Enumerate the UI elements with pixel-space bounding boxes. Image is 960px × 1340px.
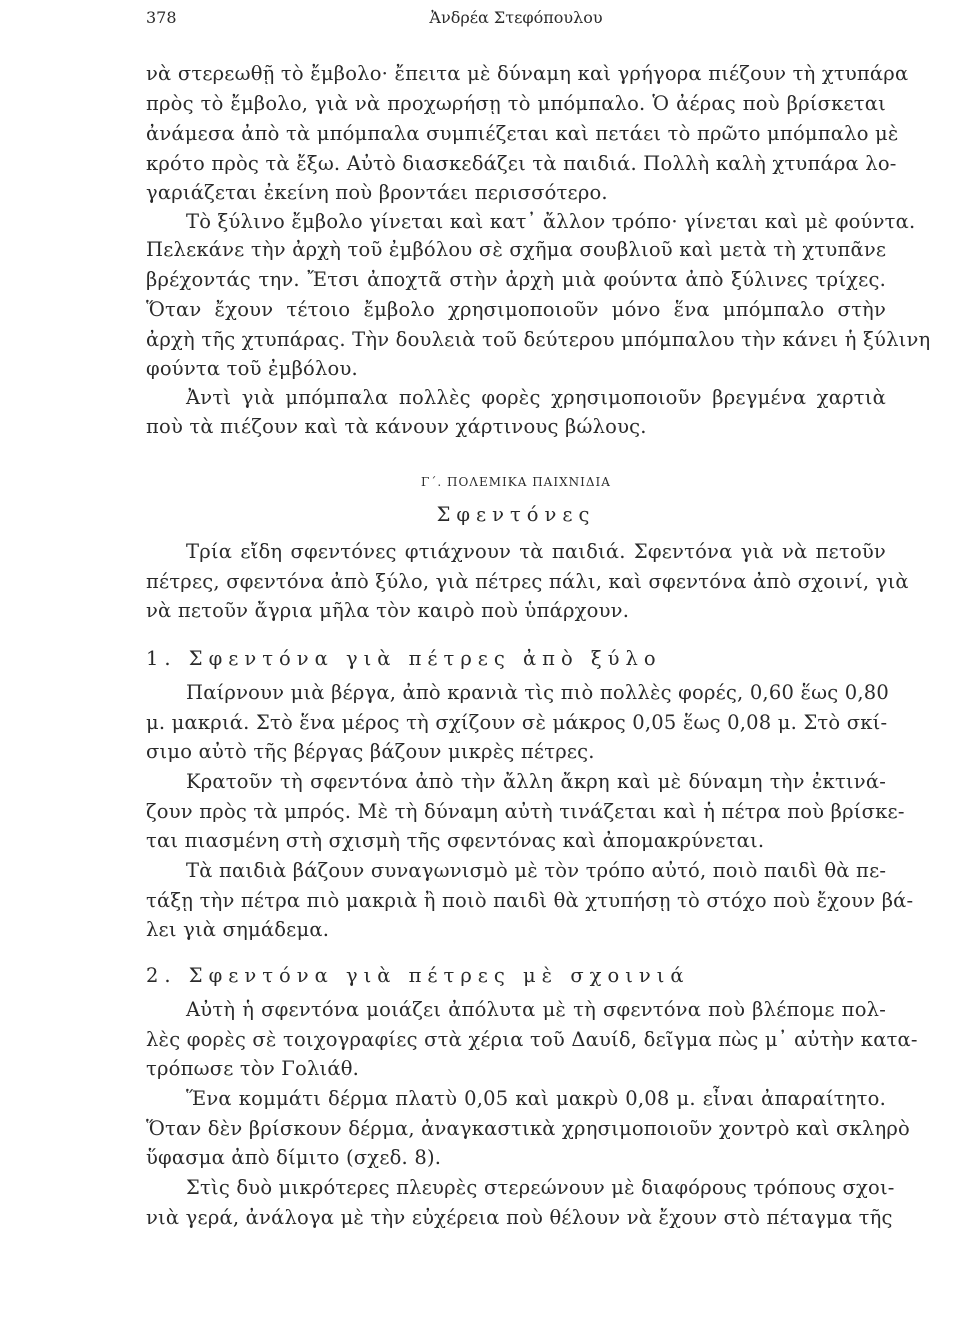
- text-line: Τρία εἴδη σφεντόνες φτιάχνουν τὰ παιδιά. Σφεντόνα γιὰ νὰ πετοῦν: [186, 540, 886, 563]
- text-line: σιμο αὐτὸ τῆς βέργας βάζουν μικρὲς πέτρες.: [146, 740, 595, 763]
- section-heading: Γ΄. ΠΟΛΕΜΙΚΑ ΠΑΙΧΝΙΔΙΑ: [421, 475, 611, 489]
- text-line: νιὰ γερά, ἀνάλογα μὲ τὴν εὐχέρεια ποὺ θέλουν νὰ ἔχουν στὸ πέταγμα τῆς: [146, 1206, 893, 1229]
- text-line: Κρατοῦν τὴ σφεντόνα ἀπὸ τὴν ἄλλη ἄκρη καὶ μὲ δύναμη τὴν ἐκτινά-: [186, 770, 886, 793]
- text-line: ται πιασμένη στὴ σχισμὴ τῆς σφεντόνας καὶ ἀπομακρύνεται.: [146, 829, 765, 852]
- text-line: Πελεκάνε τὴν ἀρχὴ τοῦ ἐμβόλου σὲ σχῆμα σουβλιοῦ καὶ μετὰ τὴ χτυπᾶνε: [146, 238, 887, 261]
- text-line: λει γιὰ σημάδεμα.: [146, 918, 330, 941]
- text-line: ἀνάμεσα ἀπὸ τὰ μπόμπαλα συμπιέζεται καὶ πετάει τὸ πρῶτο μπόμπαλο μὲ: [146, 122, 899, 145]
- text-line: λὲς φορὲς σὲ τοιχογραφίες στὰ χέρια τοῦ Δαυίδ, δεῖγμα πὼς μ᾽ αὐτὴν κατα-: [146, 1028, 918, 1051]
- text-line: πρὸς τὸ ἔμβολο, γιὰ νὰ προχωρήσῃ τὸ μπόμπαλο. Ὁ ἀέρας ποὺ βρίσκεται: [146, 92, 886, 115]
- item-heading: 2. Σφεντόνα γιὰ πέτρες μὲ σχοινιά: [146, 964, 690, 987]
- running-head: Ἀνδρέα Στεφόπουλου: [429, 8, 603, 27]
- text-line: Τὸ ξύλινο ἔμβολο γίνεται καὶ κατ᾽ ἄλλον τρόπο· γίνεται καὶ μὲ φούντα.: [186, 210, 916, 233]
- page-number: 378: [146, 8, 177, 27]
- text-line: Ἀντὶ γιὰ μπόμπαλα πολλὲς φορὲς χρησιμοποιοῦν βρεγμένα χαρτιὰ: [186, 386, 886, 409]
- text-line: πέτρες, σφεντόνα ἀπὸ ξύλο, γιὰ πέτρες πάλι, καὶ σφεντόνα ἀπὸ σχοινί, γιὰ: [146, 570, 909, 593]
- text-line: ποὺ τὰ πιέζουν καὶ τὰ κάνουν χάρτινους βώλους.: [146, 415, 647, 438]
- text-line: Τὰ παιδιὰ βάζουν συναγωνισμὸ μὲ τὸν τρόπο αὐτό, ποιὸ παιδὶ θὰ πε-: [186, 859, 887, 882]
- text-line: βρέχοντάς την. Ἔτσι ἀποχτᾶ στὴν ἀρχὴ μιὰ φούντα ἀπὸ ξύλινες τρίχες.: [146, 268, 886, 291]
- text-line: τρόπωσε τὸν Γολιάθ.: [146, 1057, 360, 1080]
- text-line: γαριάζεται ἐκείνη ποὺ βροντάει περισσότερο.: [146, 181, 608, 204]
- text-line: Παίρνουν μιὰ βέργα, ἀπὸ κρανιὰ τὶς πιὸ πολλὲς φορές, 0,60 ἕως 0,80: [186, 681, 889, 704]
- text-line: τάξῃ τὴν πέτρα πιὸ μακριὰ ἢ ποιὸ παιδὶ θὰ χτυπήσῃ τὸ στόχο ποὺ ἔχουν βά-: [146, 889, 914, 912]
- text-line: Αὐτὴ ἡ σφεντόνα μοιάζει ἀπόλυτα μὲ τὴ σφεντόνα ποὺ βλέπομε πολ-: [186, 998, 886, 1021]
- text-line: ἀρχὴ τῆς χτυπάρας. Τὴν δουλειὰ τοῦ δεύτερου μπόμπαλου τὴν κάνει ἡ ξύλινη: [146, 328, 931, 351]
- text-line: Ὅταν δὲν βρίσκουν δέρμα, ἀναγκαστικὰ χρησιμοποιοῦν χοντρὸ καὶ σκληρὸ: [146, 1117, 910, 1140]
- text-line: ζουν πρὸς τὰ μπρός. Μὲ τὴ δύναμη αὐτὴ τινάζεται καὶ ἡ πέτρα ποὺ βρίσκε-: [146, 800, 905, 823]
- text-line: μ. μακριά. Στὸ ἕνα μέρος τὴ σχίζουν σὲ μάκρος 0,05 ἕως 0,08 μ. Στὸ σκί-: [146, 711, 888, 734]
- text-line: Στὶς δυὸ μικρότερες πλευρὲς στερεώνουν μὲ διαφόρους τρόπους σχοι-: [186, 1176, 895, 1199]
- text-line: Ὅταν ἔχουν τέτοιο ἔμβολο χρησιμοποιοῦν μόνο ἕνα μπόμπαλο στὴν: [146, 298, 886, 321]
- text-line: ὕφασμα ἀπὸ δίμιτο (σχεδ. 8).: [146, 1146, 442, 1169]
- text-line: Ἕνα κομμάτι δέρμα πλατὺ 0,05 καὶ μακρὺ 0,08 μ. εἶναι ἀπαραίτητο.: [186, 1087, 886, 1110]
- text-line: κρότο πρὸς τὰ ἔξω. Αὐτὸ διασκεδάζει τὰ παιδιά. Πολλὴ καλὴ χτυπάρα λο-: [146, 152, 897, 175]
- text-line: νὰ πετοῦν ἄγρια μῆλα τὸν καιρὸ ποὺ ὑπάρχουν.: [146, 599, 630, 622]
- item-heading: 1. Σφεντόνα γιὰ πέτρες ἀπὸ ξύλο: [146, 647, 662, 670]
- page-header: [146, 8, 886, 36]
- text-line: φούντα τοῦ ἐμβόλου.: [146, 357, 358, 380]
- subsection-title: Σφεντόνες: [436, 503, 596, 526]
- text-line: νὰ στερεωθῇ τὸ ἔμβολο· ἔπειτα μὲ δύναμη καὶ γρήγορα πιέζουν τὴ χτυπάρα: [146, 62, 909, 85]
